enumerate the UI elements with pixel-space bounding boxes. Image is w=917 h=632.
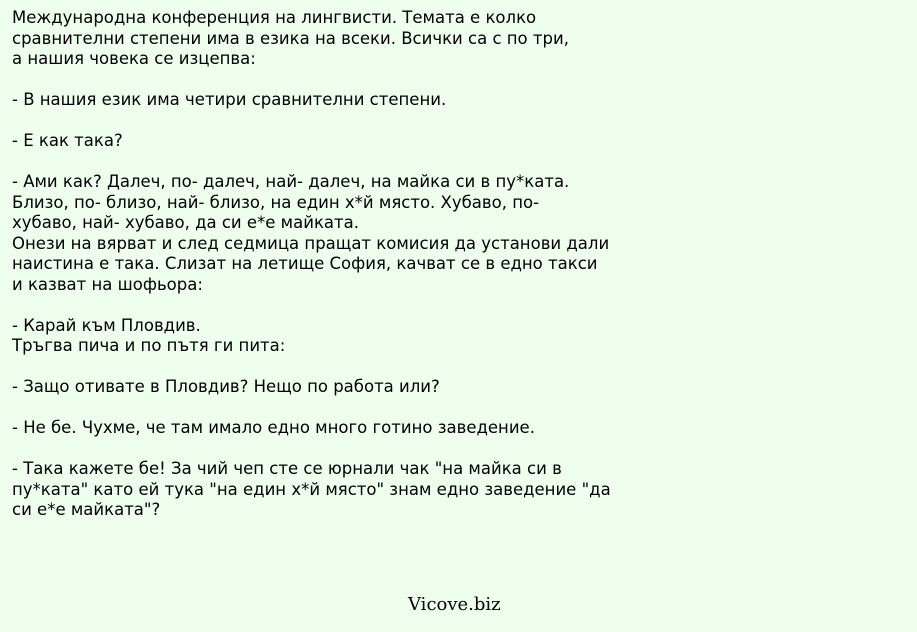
joke-line: - В нашия език има четири сравнителни степени. [12,90,447,109]
paragraph-gap [12,111,907,132]
joke-line: наистина е така. Слизат на летище София, качват се в едно такси [12,254,598,273]
joke-text [12,8,907,521]
joke-line: хубаво, най- хубаво, да си е*е майката. [12,213,359,232]
joke-line: и казват на шофьора: [12,274,203,294]
joke-line: си е*е майката"? [12,500,161,519]
joke-line: Близо, по- близо, най- близо, на един х*й място. Хубаво, по- [12,192,540,212]
joke-line: - Карай към Пловдив. [12,315,201,335]
joke-line: - Така кажете бе! За чий чеп сте се юрнали чак "на майка си в [12,459,562,478]
joke-line: - Не бе. Чухме, че там имало едно много готино заведение. [12,418,535,437]
joke-line: Онези на вярват и след седмица пращат комисия да установи дали [12,233,610,253]
joke-line: Тръгва пича и по пътя ги пита: [12,336,286,355]
joke-line: сравнителни степени има в езика на всеки. Всички са с по три, [12,28,569,48]
site-watermark: Vicove.biz [408,594,501,615]
paragraph-gap [12,357,907,378]
joke-line: - Защо отивате в Пловдив? Нещо по работа или? [12,377,440,396]
paragraph-gap [12,439,907,460]
paragraph-gap [12,295,907,316]
joke-line: Международна конференция на лингвисти. Темата е колко [12,8,537,27]
joke-line: - Ами как? Далеч, по- далеч, най- далеч, на майка си в пу*ката. [12,172,570,191]
joke-line: - Е как така? [12,131,123,150]
joke-line: а нашия човека се изцепва: [12,49,256,68]
paragraph-gap [12,152,907,173]
paragraph-gap [12,70,907,91]
joke-line: пу*ката" като ей тука "на един х*й място" знам едно заведение "да [12,479,611,499]
paragraph-gap [12,398,907,419]
